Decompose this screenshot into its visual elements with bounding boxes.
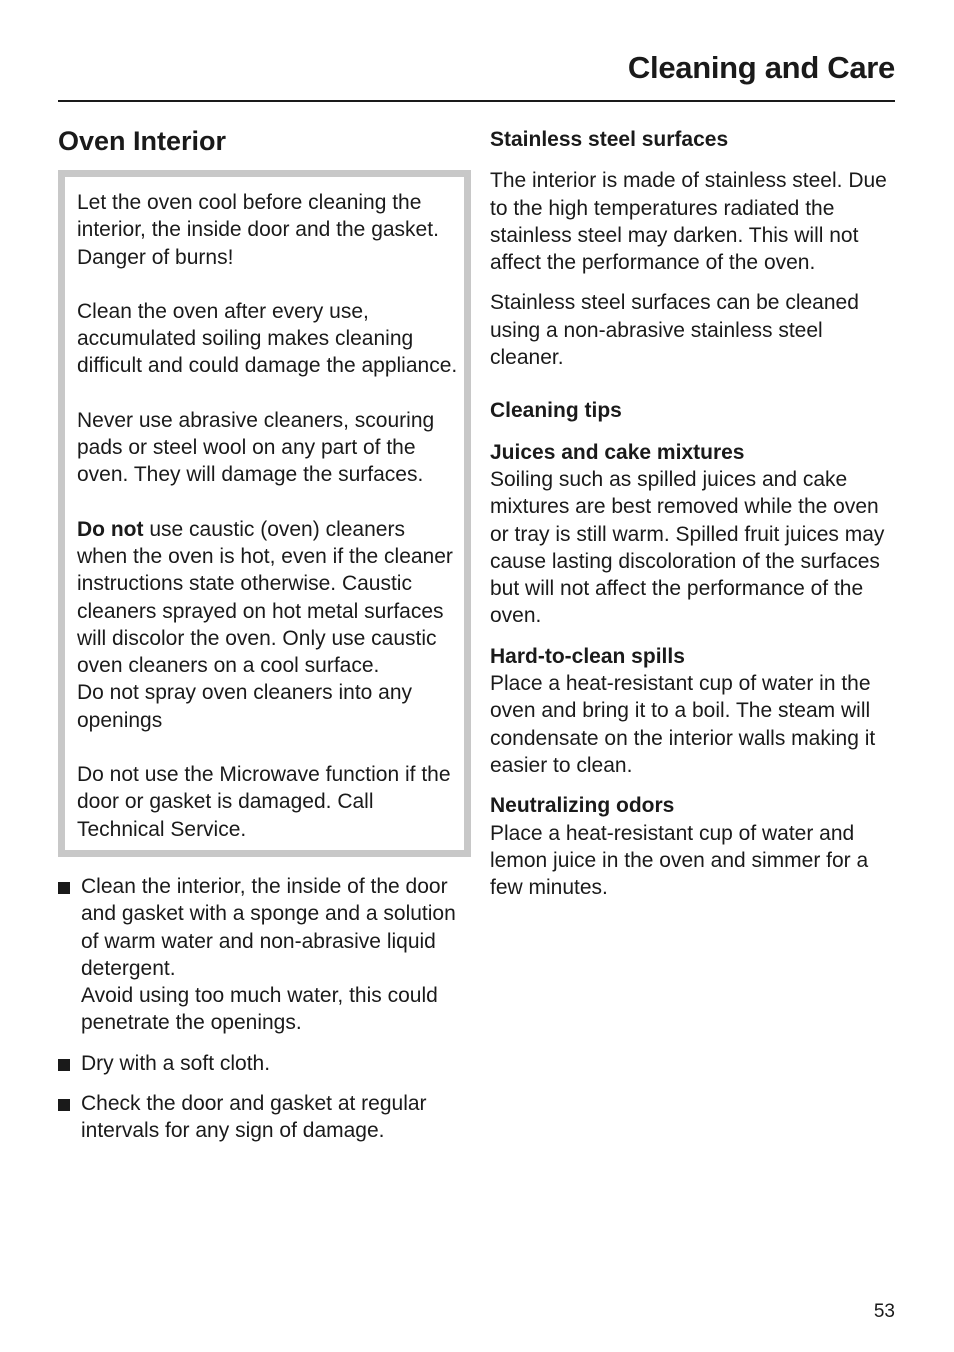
warning-microwave-damaged: Do not use the Microwave function if the door or gasket is damaged. Call Technical Service.	[77, 763, 451, 841]
warning-no-abrasive-cleaners: Never use abrasive cleaners, scouring pads or steel wool on any part of the oven. They will damage the surfaces.	[77, 408, 435, 487]
cleaning-tips-heading: Cleaning tips	[490, 399, 622, 423]
oven-interior-heading: Oven Interior	[58, 126, 227, 156]
juices-paragraph: Soiling such as spilled juices and cake mixtures are best removed while the oven or tray is still warm. Spilled fruit juices may cause lasting discoloration of the surfaces but will not affect the performance of the oven.	[490, 467, 885, 628]
list-item	[58, 1090, 466, 1145]
warning-box	[58, 170, 471, 857]
list-item-note: Avoid using too much water, this could penetrate the openings.	[81, 984, 438, 1035]
warning-caustic-text: use caustic (oven) cleaners when the oven is hot, even if the cleaner instructions state otherwise. Caustic cleaners sprayed on hot metal surfaces will discolor the oven. Only use caustic oven cleaners on a cool surface.	[77, 517, 453, 678]
list-item	[58, 1050, 466, 1077]
list-item-text: Check the door and gasket at regular intervals for any sign of damage.	[81, 1092, 427, 1143]
list-item	[58, 873, 466, 1037]
stainless-steel-paragraph-2: Stainless steel surfaces can be cleaned using a non-abrasive stainless steel cleaner.	[490, 291, 859, 370]
right-column	[490, 126, 900, 901]
page-number: 53	[873, 1301, 895, 1322]
warning-no-spray-openings: Do not spray oven cleaners into any openings	[77, 681, 413, 732]
warning-clean-after-use: Clean the oven after every use, accumulated soiling makes cleaning difficult and could damage the appliance.	[77, 299, 458, 378]
left-column	[58, 124, 466, 1158]
odors-heading: Neutralizing odors	[490, 794, 675, 818]
header-rule	[58, 100, 895, 102]
stainless-steel-paragraph-1: The interior is made of stainless steel. Due to the high temperatures radiated the stainless steel may darken. This will not affect the performance of the oven.	[490, 169, 887, 275]
odors-paragraph: Place a heat-resistant cup of water and lemon juice in the oven and simmer for a few minutes.	[490, 821, 869, 900]
square-bullet-icon	[58, 882, 70, 894]
list-item-text: Clean the interior, the inside of the door and gasket with a sponge and a solution of warm water and non-abrasive liquid detergent.	[81, 874, 456, 980]
square-bullet-icon	[58, 1099, 70, 1111]
warning-do-not-emphasis: Do not	[77, 517, 144, 541]
stainless-steel-heading: Stainless steel surfaces	[490, 128, 729, 151]
cleaning-steps-list	[58, 873, 466, 1145]
spills-heading: Hard-to-clean spills	[490, 644, 685, 668]
warning-caustic-cleaners	[77, 516, 458, 734]
warning-cool-before-cleaning: Let the oven cool before cleaning the interior, the inside door and the gasket. Danger of burns!	[77, 191, 439, 269]
spills-paragraph: Place a heat-resistant cup of water in the oven and bring it to a boil. The steam will condensate on the interior walls making it easier to clean.	[490, 672, 876, 777]
list-item-text: Dry with a soft cloth.	[81, 1051, 271, 1075]
page-header-title: Cleaning and Care	[627, 50, 895, 85]
square-bullet-icon	[58, 1059, 70, 1071]
juices-heading: Juices and cake mixtures	[490, 440, 745, 464]
